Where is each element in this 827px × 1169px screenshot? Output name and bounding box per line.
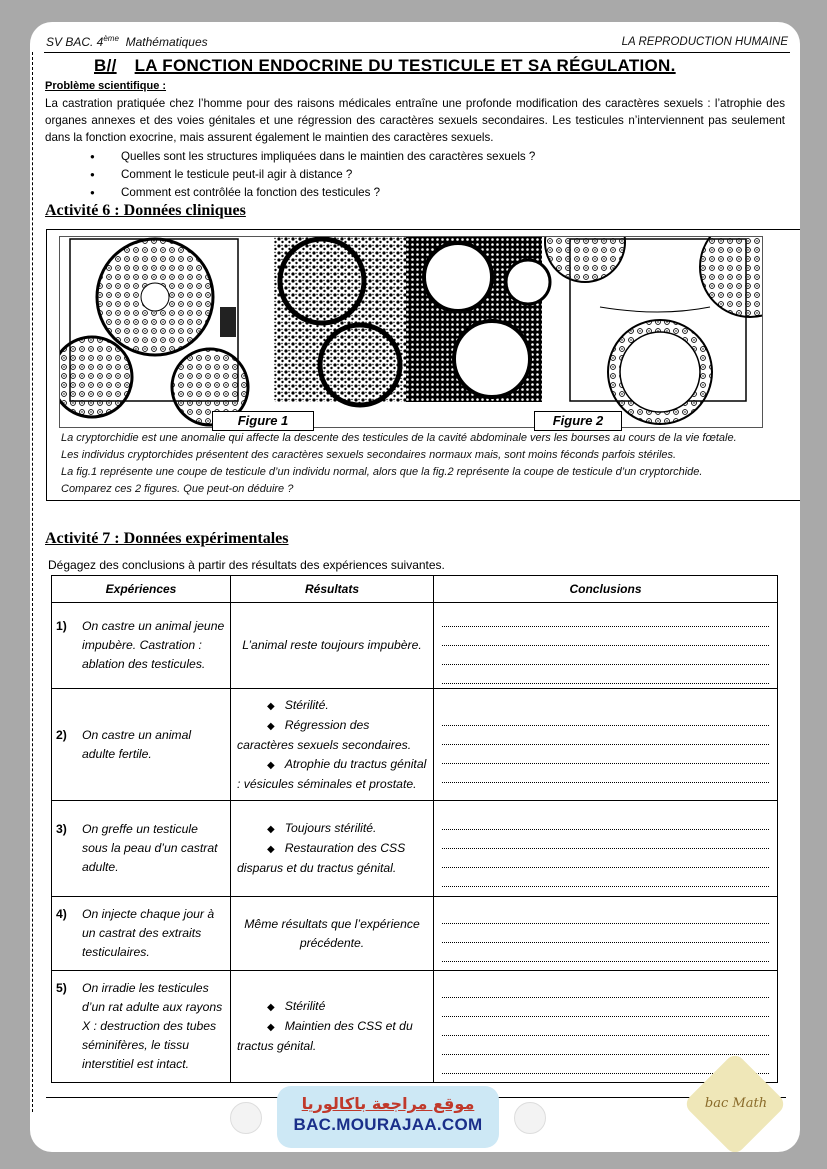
conclusion-answer-line[interactable] xyxy=(442,745,769,764)
table-row xyxy=(52,897,778,971)
probleme-text: La castration pratiquée chez l’homme pour des raisons médicales entraîne une profonde modification des caractères sexuels : l’atrophie des organes annexes et des voies génitales et une régression des caractères sexuels secondaires. Les testicules n’interviennent pas seulement dans la fonction exocrine, mais assurent également le maintien des caractères sexuels. xyxy=(45,97,785,144)
experience-text: On castre un animal adulte fertile. xyxy=(82,727,192,761)
experience-text: On greffe un testicule sous la peau d’un castrat adulte. xyxy=(82,822,218,874)
result-item xyxy=(237,696,427,716)
conclusion-cell[interactable] xyxy=(434,689,778,801)
figure-box xyxy=(46,229,800,501)
result-item xyxy=(237,716,427,755)
experience-cell xyxy=(52,801,231,897)
conclusion-answer-line[interactable] xyxy=(442,998,769,1017)
activite7-heading: Activité 7 : Données expérimentales xyxy=(45,530,289,547)
table-row xyxy=(52,971,778,1083)
conclusion-answer-line[interactable] xyxy=(442,608,769,627)
conclusion-answer-line[interactable] xyxy=(442,627,769,646)
result-cell xyxy=(231,689,434,801)
diamond-bullet-icon: ◆ xyxy=(267,700,275,712)
site-name-arabic: موقع مراجعة باكالوريا xyxy=(301,1094,475,1113)
result-cell xyxy=(231,801,434,897)
question-list xyxy=(90,148,535,202)
experiments-table xyxy=(51,575,778,1083)
result-text: Stérilité. xyxy=(284,697,329,712)
question-item: ● Comment est contrôlée la fonction des testicules ? xyxy=(90,184,535,202)
diamond-bullet-icon: ◆ xyxy=(267,720,275,732)
probleme-heading: Problème scientifique : xyxy=(45,80,167,92)
experience-number: 5) xyxy=(56,981,67,995)
column-header: Conclusions xyxy=(434,576,778,603)
result-text: Stérilité xyxy=(284,999,326,1013)
conclusion-answer-line[interactable] xyxy=(442,665,769,684)
margin-line xyxy=(32,52,33,1112)
conclusion-cell[interactable] xyxy=(434,603,778,689)
column-header: Résultats xyxy=(231,576,434,603)
figure2-micrograph xyxy=(406,237,550,402)
activite6-heading: Activité 6 : Données cliniques xyxy=(45,202,246,219)
site-url: BAC.MOURAJAA.COM xyxy=(293,1115,483,1134)
experience-cell xyxy=(52,689,231,801)
question-item: ● Comment le testicule peut-il agir à distance ? xyxy=(90,166,535,184)
header-level-sup: ème xyxy=(103,34,119,43)
header-right: LA REPRODUCTION HUMAINE xyxy=(621,36,788,48)
activite6-line: La fig.1 représente une coupe de testicule d’un individu normal, alors que la fig.2 représente la coupe de testicule d’un cryptorchide. xyxy=(61,466,703,478)
result-item xyxy=(237,755,427,794)
result-text: Atrophie du tractus génital : vésicules séminales et prostate. xyxy=(237,756,427,791)
diamond-bullet-icon: ◆ xyxy=(267,759,275,771)
diamond-bullet-icon: ◆ xyxy=(267,824,275,835)
figure1-label: Figure 1 xyxy=(212,411,314,431)
histology-figures xyxy=(60,237,762,427)
result-item: L’animal reste toujours impubère. xyxy=(242,638,422,652)
experience-number: 1) xyxy=(56,619,67,633)
result-text: Toujours stérilité. xyxy=(284,821,377,835)
header-rule xyxy=(44,52,790,53)
conclusion-answer-line[interactable] xyxy=(442,646,769,665)
activite6-line: Les individus cryptorchides présentent des caractères sexuels secondaires normaux mais, sont moins féconds parfois stériles. xyxy=(61,449,677,461)
experience-number: 3) xyxy=(56,822,67,836)
result-text: Régression des caractères sexuels secondaires. xyxy=(237,717,412,752)
table-row xyxy=(52,689,778,801)
figure1-drawing xyxy=(60,239,248,425)
conclusion-answer-line[interactable] xyxy=(442,707,769,726)
header-level: SV BAC. 4 xyxy=(46,35,104,49)
header-left xyxy=(46,34,208,49)
conclusion-answer-line[interactable] xyxy=(442,726,769,745)
activite6-line: Comparez ces 2 figures. Que peut-on déduire ? xyxy=(61,483,294,495)
result-item xyxy=(237,1017,427,1056)
table-header-row xyxy=(52,576,778,603)
conclusion-answer-line[interactable] xyxy=(442,905,769,924)
title-part: B// xyxy=(94,56,117,75)
result-item xyxy=(237,819,427,839)
activite6-text xyxy=(61,430,791,498)
conclusion-answer-line[interactable] xyxy=(442,868,769,887)
conclusion-answer-line[interactable] xyxy=(442,849,769,868)
site-banner[interactable] xyxy=(277,1086,499,1148)
result-item xyxy=(237,839,427,878)
table-row xyxy=(52,603,778,689)
experience-number: 4) xyxy=(56,907,67,921)
result-cell xyxy=(231,603,434,689)
conclusion-answer-line[interactable] xyxy=(442,1017,769,1036)
conclusion-answer-line[interactable] xyxy=(442,979,769,998)
conclusion-answer-line[interactable] xyxy=(442,943,769,962)
activite6-line: La cryptorchidie est une anomalie qui affecte la descente des testicules de la cavité abdominale vers les bourses au cours de la vie fœtale. xyxy=(61,432,737,444)
conclusion-answer-line[interactable] xyxy=(442,811,769,830)
site-logo-left-icon xyxy=(230,1102,262,1134)
question-item: ● Quelles sont les structures impliquées dans le maintien des caractères sexuels ? xyxy=(90,148,535,166)
experience-cell xyxy=(52,971,231,1083)
diamond-bullet-icon: ◆ xyxy=(267,844,275,855)
conclusion-answer-line[interactable] xyxy=(442,924,769,943)
experience-text: On injecte chaque jour à un castrat des extraits testiculaires. xyxy=(82,907,215,959)
activite7-intro: Dégagez des conclusions à partir des résultats des expériences suivantes. xyxy=(48,558,445,572)
conclusion-cell[interactable] xyxy=(434,801,778,897)
experience-number: 2) xyxy=(56,727,67,742)
figure1-micrograph xyxy=(274,237,406,405)
title-text: LA FONCTION ENDOCRINE DU TESTICULE ET SA RÉGULATION. xyxy=(134,56,676,75)
result-text: Maintien des CSS et du tractus génital. xyxy=(237,1019,413,1053)
experience-text: On irradie les testicules d’un rat adulte aux rayons X : destruction des tubes séminifères, le tissu interstitiel est intact. xyxy=(82,981,223,1071)
figure-panel xyxy=(59,236,763,428)
result-cell xyxy=(231,897,434,971)
experience-cell xyxy=(52,897,231,971)
result-text: Restauration des CSS disparus et du tractus génital. xyxy=(237,841,406,875)
table-row xyxy=(52,801,778,897)
table-body xyxy=(52,603,778,1083)
diamond-bullet-icon: ◆ xyxy=(267,1022,275,1033)
figure2-label: Figure 2 xyxy=(534,411,622,431)
conclusion-answer-line[interactable] xyxy=(442,830,769,849)
result-item xyxy=(237,997,427,1017)
column-header: Expériences xyxy=(52,576,231,603)
site-logo-right-icon xyxy=(514,1102,546,1134)
diamond-bullet-icon: ◆ xyxy=(267,1002,275,1013)
result-item: Même résultats que l’expérience précédente. xyxy=(244,916,420,950)
document-page xyxy=(30,22,800,1152)
result-cell xyxy=(231,971,434,1083)
experience-text: On castre un animal jeune impubère. Castration : ablation des testicules. xyxy=(82,619,225,671)
conclusion-answer-line[interactable] xyxy=(442,764,769,783)
page-title xyxy=(94,56,676,76)
header-subject: Mathématiques xyxy=(125,35,208,49)
experience-cell xyxy=(52,603,231,689)
conclusion-answer-line[interactable] xyxy=(442,1036,769,1055)
bacmath-logo-text: bac Math xyxy=(704,1096,768,1111)
conclusion-cell[interactable] xyxy=(434,897,778,971)
figure2-drawing xyxy=(545,237,762,424)
